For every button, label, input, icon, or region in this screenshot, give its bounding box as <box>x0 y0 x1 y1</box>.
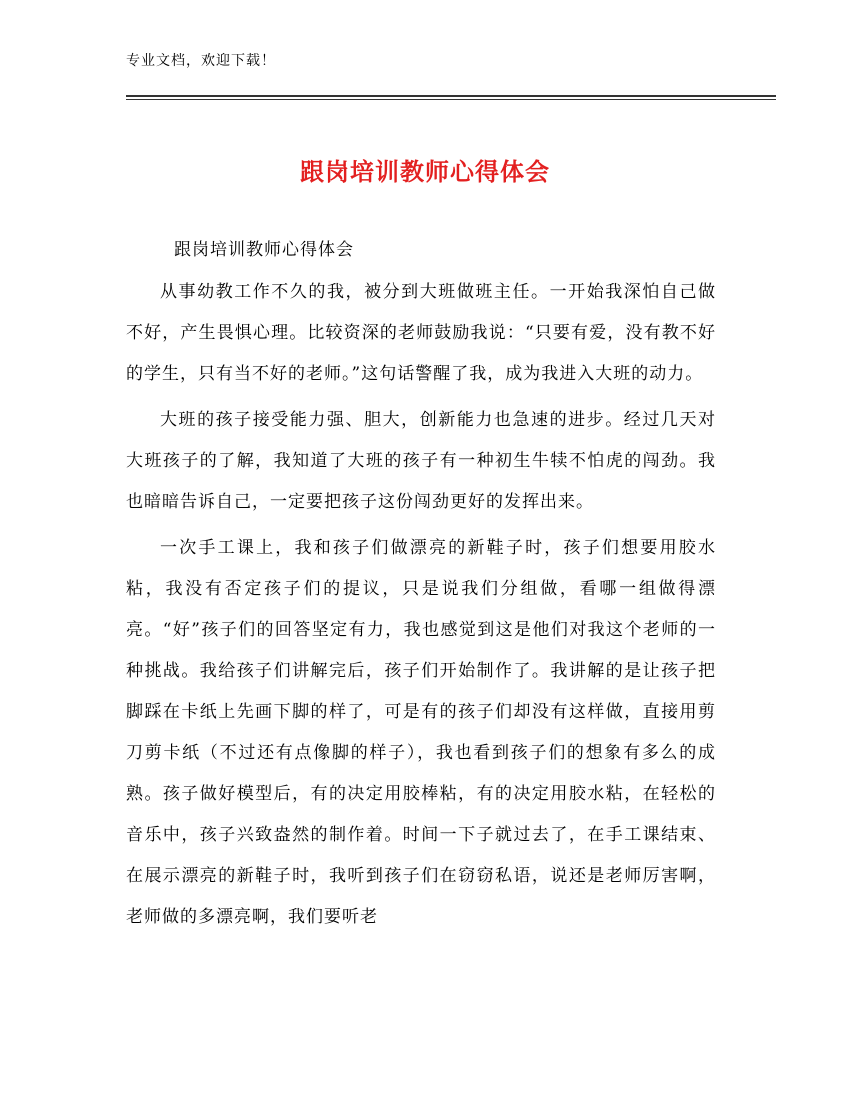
document-body <box>126 272 716 943</box>
header-divider-thin <box>126 99 776 100</box>
page-header: 专业文档，欢迎下载！ <box>126 53 276 69</box>
header-divider <box>126 95 776 97</box>
paragraph-2: 大班的孩子接受能力强、胆大，创新能力也急速的进步。经过几天对大班孩子的了解，我知道了大班的孩子有一种初生牛犊不怕虎的闯劲。我也暗暗告诉自己，一定要把孩子这份闯劲更好的发挥出来。 <box>126 410 716 512</box>
paragraph-3: 一次手工课上，我和孩子们做漂亮的新鞋子时，孩子们想要用胶水粘，我没有否定孩子们的提议，只是说我们分组做，看哪一组做得漂亮。“好”孩子们的回答坚定有力，我也感觉到这是他们对我这个老师的一种挑战。我给孩子们讲解完后，孩子们开始制作了。我讲解的是让孩子把脚踩在卡纸上先画下脚的样了，可是有的孩子们却没有这样做，直接用剪刀剪卡纸（不过还有点像脚的样子），我也看到孩子们的想象有多么的成熟。孩子做好模型后，有的决定用胶棒粘，有的决定用胶水粘，在轻松的音乐中，孩子兴致盎然的制作着。时间一下子就过去了，在手工课结束、在展示漂亮的新鞋子时，我听到孩子们在窃窃私语，说还是老师厉害啊，老师做的多漂亮啊，我们要听老 <box>126 538 716 927</box>
document-title: 跟岗培训教师心得体会 <box>300 158 550 186</box>
document-subtitle: 跟岗培训教师心得体会 <box>174 240 354 260</box>
paragraph-1: 从事幼教工作不久的我，被分到大班做班主任。一开始我深怕自己做不好，产生畏惧心理。比较资深的老师鼓励我说：“只要有爱，没有教不好的学生，只有当不好的老师。”这句话警醒了我，成为我进入大班的动力。 <box>126 282 716 384</box>
